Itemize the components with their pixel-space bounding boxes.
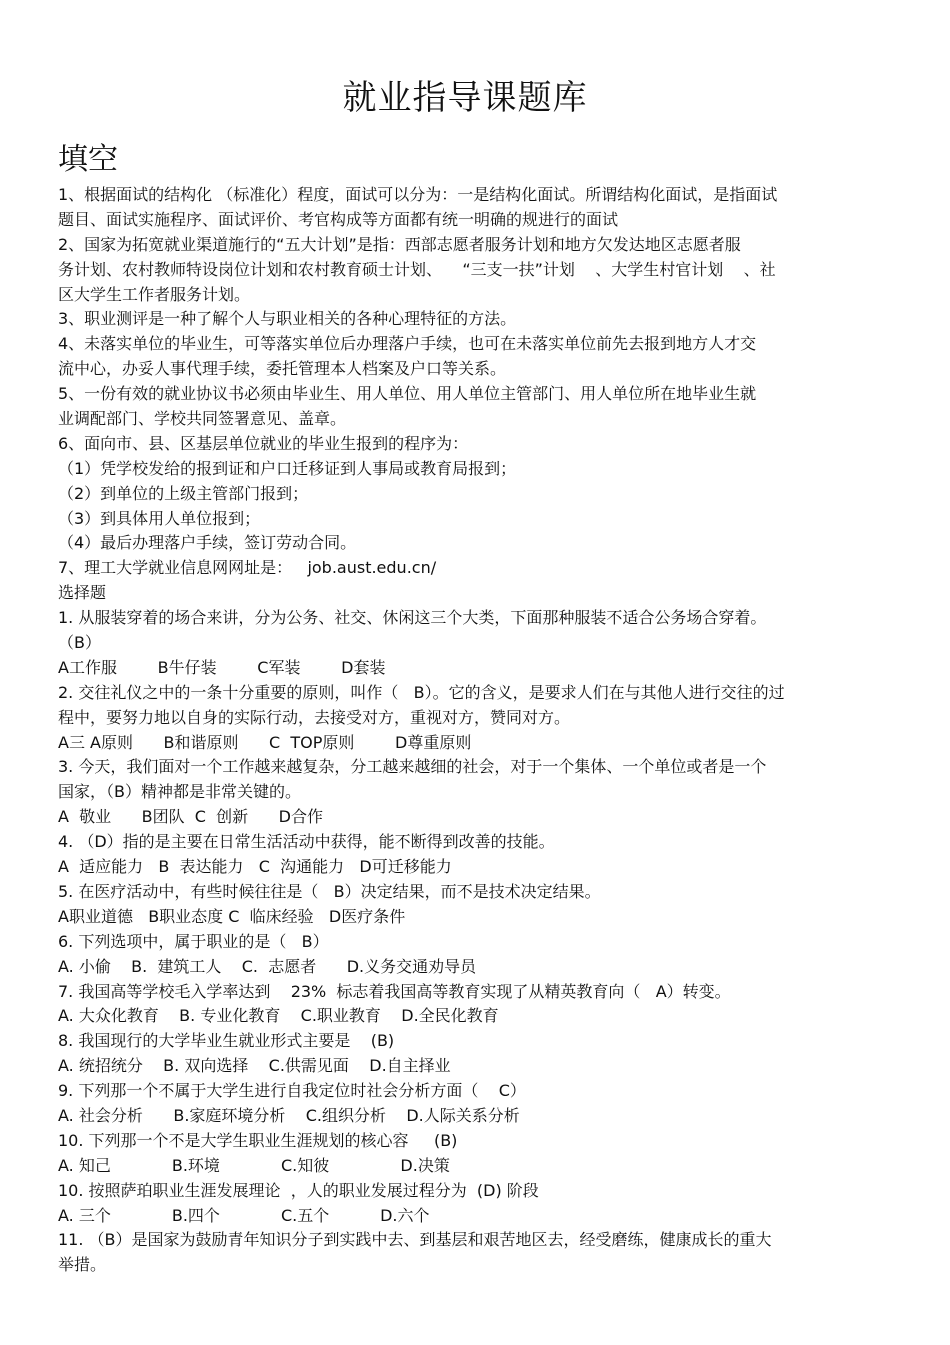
text-line: 6、面向市、县、区基层单位就业的毕业生报到的程序为： [58, 433, 469, 453]
text-line: A. 大众化教育 B. 专业化教育 C.职业教育 D.全民化教育 [58, 1006, 499, 1026]
text-line: （B） [58, 633, 101, 653]
text-line: 6. 下列选项中，属于职业的是（ B） [58, 931, 329, 951]
text-line: A. 知己 B.环境 C.知彼 D.决策 [58, 1155, 450, 1175]
text-line: 3、职业测评是一种了解个人与职业相关的各种心理特征的方法。 [58, 309, 517, 329]
text-line: 4、未落实单位的毕业生，可等落实单位后办理落户手续，也可在未落实单位前先去报到地方人才交 [58, 334, 757, 354]
text-line: 11. （B）是国家为鼓励青年知识分子到实践中去、到基层和艰苦地区去，经受磨练，健康成长的重大 [58, 1230, 772, 1250]
text-line: 2、国家为拓宽就业渠道施行的“五大计划”是指：西部志愿者服务计划和地方欠发达地区志愿者服 [58, 234, 741, 254]
text-line: 选择题 [58, 583, 107, 603]
text-line: 题目、面试实施程序、面试评价、考官构成等方面都有统一明确的规进行的面试 [58, 209, 619, 229]
text-line: A 敬业 B团队 C 创新 D合作 [58, 807, 323, 827]
text-line: 流中心，办妥人事代理手续，委托管理本人档案及户口等关系。 [58, 359, 507, 379]
text-line: （2）到单位的上级主管部门报到； [58, 483, 309, 503]
text-line: A 适应能力 B 表达能力 C 沟通能力 D可迁移能力 [58, 857, 452, 877]
text-line: A. 社会分析 B.家庭环境分析 C.组织分析 D.人际关系分析 [58, 1105, 520, 1125]
text-line: 3. 今天，我们面对一个工作越来越复杂，分工越来越细的社会，对于一个集体、一个单位或者是一个 [58, 757, 767, 777]
text-line: 业调配部门、学校共同签署意见、盖章。 [58, 409, 347, 429]
text-line: 区大学生工作者服务计划。 [58, 284, 251, 304]
text-line: 2. 交往礼仪之中的一条十分重要的原则，叫作（ B）。它的含义，是要求人们在与其他人进行交往的过 [58, 682, 785, 702]
text-line: 程中，要努力地以自身的实际行动，去接受对方，重视对方，赞同对方。 [58, 707, 571, 727]
text-line: （4）最后办理落户手续，签订劳动合同。 [58, 533, 357, 553]
document-title: 就业指导课题库 [342, 78, 588, 118]
text-line: A职业道德 B职业态度 C 临床经验 D医疗条件 [58, 906, 406, 926]
text-line: 10. 按照萨珀职业生涯发展理论 ，人的职业发展过程分为 (D) 阶段 [58, 1180, 539, 1200]
document-body [58, 183, 898, 1278]
section-heading-fill: 填空 [58, 142, 118, 177]
text-line: A. 统招统分 B. 双向选择 C.供需见面 D.自主择业 [58, 1056, 451, 1076]
text-line: A. 小偷 B. 建筑工人 C. 志愿者 D.义务交通劝导员 [58, 956, 477, 976]
text-line: 1. 从服装穿着的场合来讲，分为公务、社交、休闲这三个大类，下面那种服装不适合公务场合穿着。 [58, 608, 767, 628]
text-line: 5. 在医疗活动中，有些时候往往是（ B）决定结果，而不是技术决定结果。 [58, 881, 601, 901]
text-line: 5、一份有效的就业协议书必须由毕业生、用人单位、用人单位主管部门、用人单位所在地毕业生就 [58, 384, 757, 404]
text-line: 国家，（B）精神都是非常关键的。 [58, 782, 301, 802]
text-line: 9. 下列那一个不属于大学生进行自我定位时社会分析方面（ C） [58, 1081, 526, 1101]
text-line: 4. （D）指的是主要在日常生活活动中获得，能不断得到改善的技能。 [58, 832, 555, 852]
text-line: 1、根据面试的结构化 （标准化）程度，面试可以分为：一是结构化面试。所谓结构化面试，是指面试 [58, 185, 778, 204]
text-line: A工作服 B牛仔装 C军装 D套装 [58, 657, 386, 677]
text-line: （1）凭学校发给的报到证和户口迁移证到人事局或教育局报到； [58, 458, 517, 478]
text-line: A三 A原则 B和谐原则 C TOP原则 D尊重原则 [58, 732, 472, 752]
text-line: 务计划、农村教师特设岗位计划和农村教育硕士计划、 “三支一扶”计划 、大学生村官计划 、社 [58, 259, 776, 279]
text-line: 7. 我国高等学校毛入学率达到 23% 标志着我国高等教育实现了从精英教育向（ A）转变。 [58, 981, 731, 1001]
text-line: A. 三个 B.四个 C.五个 D.六个 [58, 1205, 430, 1225]
text-line: 10. 下列那一个不是大学生职业生涯规划的核心容 (B) [58, 1130, 458, 1150]
text-line: 8. 我国现行的大学毕业生就业形式主要是 (B) [58, 1031, 395, 1051]
text-line: （3）到具体用人单位报到； [58, 508, 261, 528]
text-line: 7、理工大学就业信息网网址是： job.aust.edu.cn/ [58, 558, 437, 578]
text-line: 举措。 [58, 1255, 107, 1275]
